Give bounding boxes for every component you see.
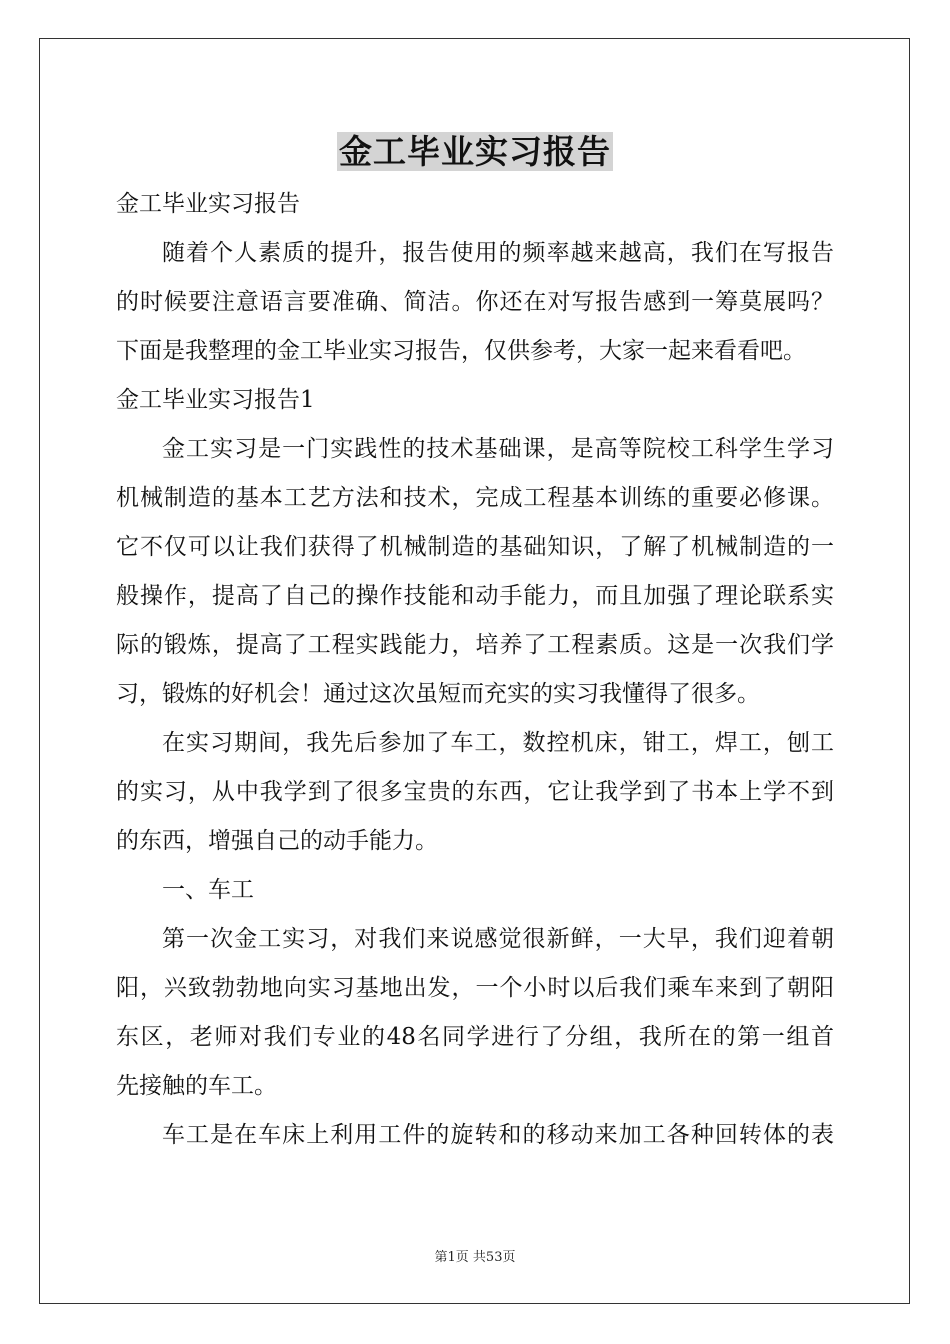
paragraph-line: 机械制造的基本工艺方法和技术，完成工程基本训练的重要必修课。 [116,485,834,511]
paragraph-line: 车工是在车床上利用工件的旋转和的移动来加工各种回转体的表 [162,1122,834,1148]
document-title-text: 金工毕业实习报告 [339,132,611,171]
paragraph-line: 般操作，提高了自己的操作技能和动手能力，而且加强了理论联系实 [116,583,834,609]
paragraph-line: 际的锻炼，提高了工程实践能力，培养了工程素质。这是一次我们学 [116,632,834,658]
paragraph-line: 一、车工 [162,877,254,903]
paragraph-line: 在实习期间，我先后参加了车工，数控机床，钳工，焊工，刨工 [162,730,834,756]
paragraph-line: 的东西，增强自己的动手能力。 [116,828,438,854]
paragraph-line: 先接触的车工。 [116,1073,277,1099]
paragraph-line: 东区，老师对我们专业的48名同学进行了分组，我所在的第一组首 [116,1024,834,1050]
paragraph-line: 金工实习是一门实践性的技术基础课，是高等院校工科学生学习 [162,436,834,462]
page-footer: 第1页 共53页 [434,1250,516,1265]
paragraph-line: 第一次金工实习，对我们来说感觉很新鲜，一大早，我们迎着朝 [162,926,834,952]
document-body [116,180,834,1160]
paragraph-line: 它不仅可以让我们获得了机械制造的基础知识，了解了机械制造的一 [116,534,834,560]
paragraph-line: 的实习，从中我学到了很多宝贵的东西，它让我学到了书本上学不到 [116,779,834,805]
paragraph-line: 的时候要注意语言要准确、简洁。你还在对写报告感到一筹莫展吗？ [116,289,834,315]
paragraph-line: 习，锻炼的好机会！通过这次虽短而充实的实习我懂得了很多。 [116,681,760,707]
paragraph-line: 阳，兴致勃勃地向实习基地出发，一个小时以后我们乘车来到了朝阳 [116,975,834,1001]
paragraph-line: 下面是我整理的金工毕业实习报告，仅供参考，大家一起来看看吧。 [116,338,806,364]
document-title [0,126,950,173]
paragraph-line: 随着个人素质的提升，报告使用的频率越来越高，我们在写报告 [162,240,834,266]
section-heading: 金工毕业实习报告1 [116,387,315,413]
section-heading: 金工毕业实习报告 [116,191,300,217]
